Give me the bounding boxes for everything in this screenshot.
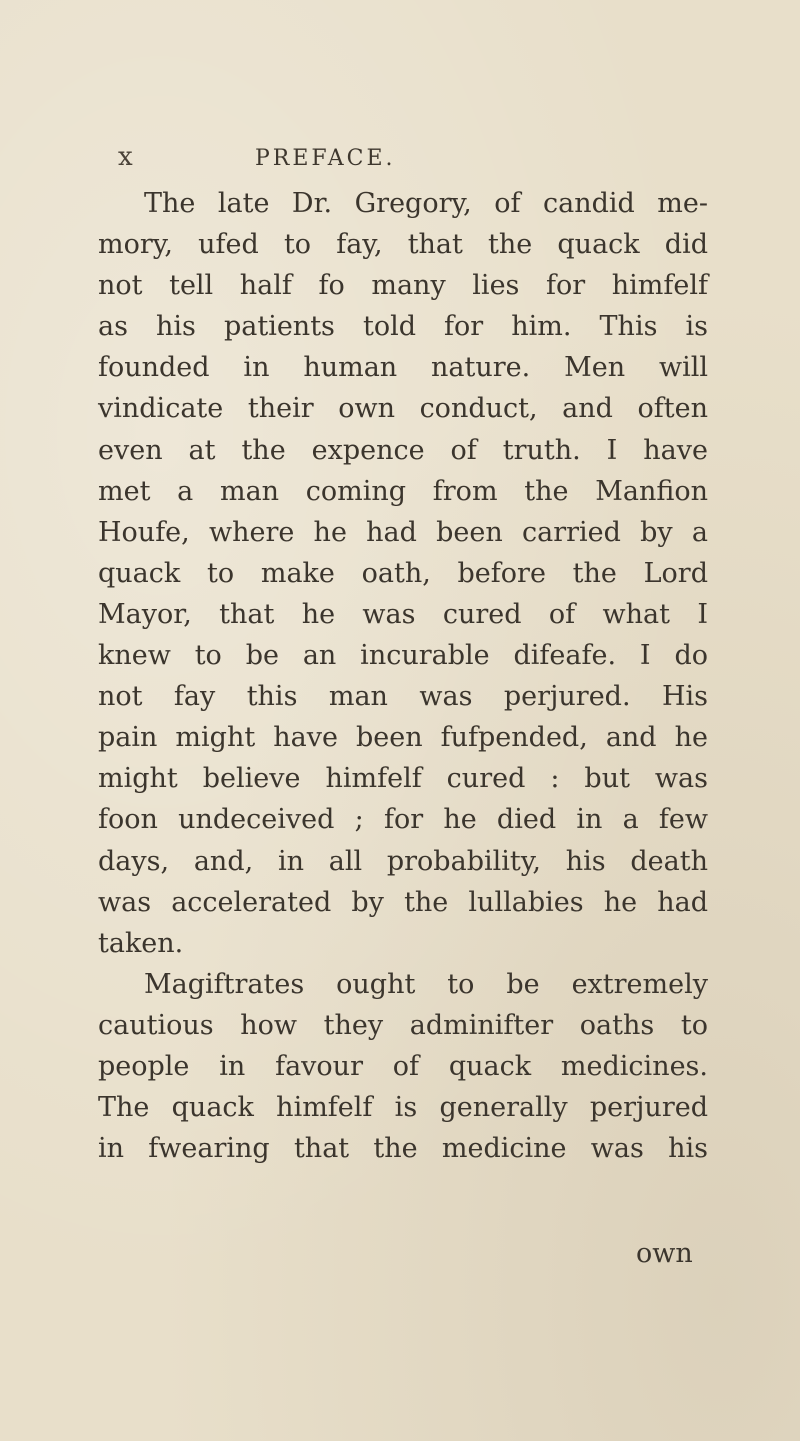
text-line: mory, ufed to fay, that the quack did <box>98 229 708 261</box>
text-line: might believe himfelf cured : but was <box>98 763 708 795</box>
text-line: Magiftrates ought to be extremely <box>144 968 708 1000</box>
header-title: PREFACE. <box>255 146 396 171</box>
text-line: cautious how they adminifter oaths to <box>98 1009 708 1041</box>
text-line: people in favour of quack medicines. <box>98 1050 708 1082</box>
text-line: Houfe, where he had been carried by a <box>98 516 708 548</box>
text-line: founded in human nature. Men will <box>98 352 708 384</box>
text-line: days, and, in all probability, his death <box>98 845 708 877</box>
text-line: foon undeceived ; for he died in a few <box>98 804 708 836</box>
catchword: own <box>636 1238 693 1269</box>
text-line: as his patients told for him. This is <box>98 311 708 343</box>
text-line: even at the expence of truth. I have <box>98 434 708 466</box>
text-line: taken. <box>98 927 184 959</box>
body-text <box>98 183 708 1169</box>
text-line: quack to make oath, before the Lord <box>98 557 708 589</box>
text-line: met a man coming from the Manfion <box>98 475 708 507</box>
text-line: vindicate their own conduct, and often <box>98 393 708 425</box>
text-line: The late Dr. Gregory, of candid me- <box>144 188 708 219</box>
text-line: Mayor, that he was cured of what I <box>98 598 708 630</box>
text-line: pain might have been fufpended, and he <box>98 722 708 754</box>
text-line: knew to be an incurable difeafe. I do <box>98 640 708 672</box>
text-line: in fwearing that the medicine was his <box>98 1133 708 1165</box>
running-head <box>0 140 800 180</box>
text-line: not fay this man was perjured. His <box>98 681 708 713</box>
text-line: not tell half fo many lies for himfelf <box>98 270 708 302</box>
text-line: The quack himfelf is generally perjured <box>98 1092 708 1124</box>
text-line: was accelerated by the lullabies he had <box>98 886 708 918</box>
page-number: x <box>118 142 134 172</box>
